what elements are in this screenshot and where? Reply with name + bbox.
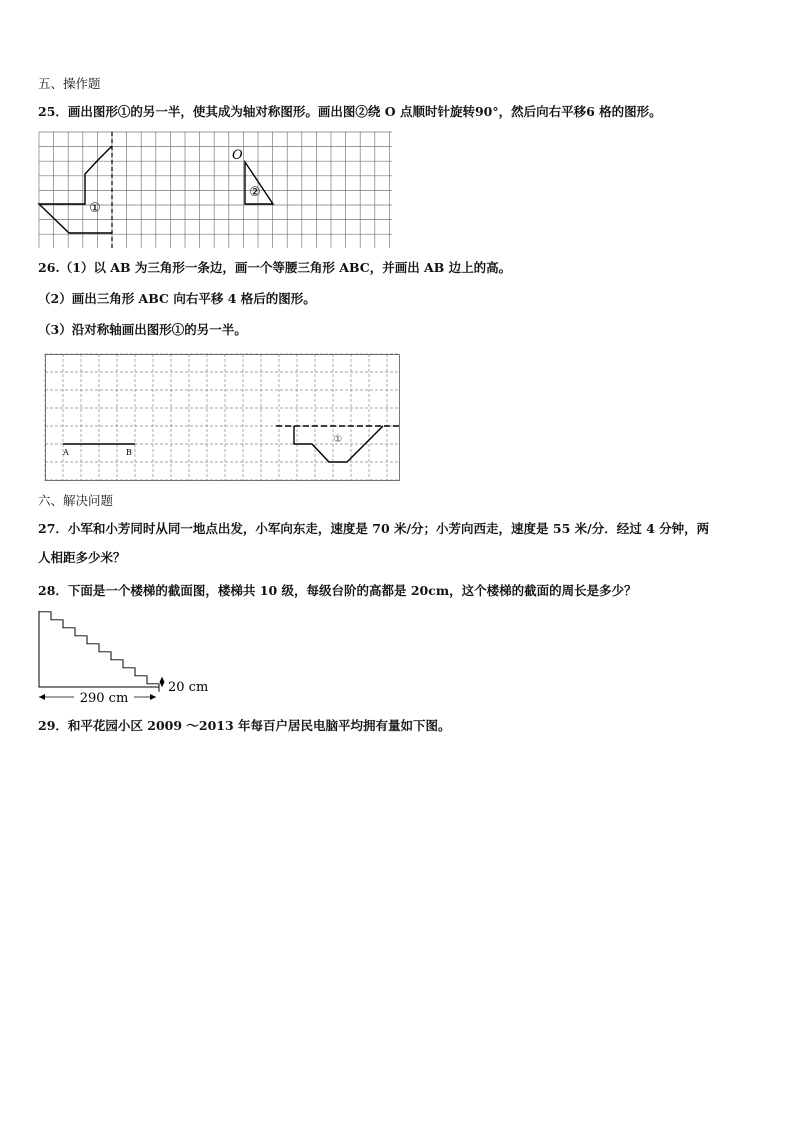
point-o-label: O	[232, 148, 243, 163]
dimension-arrow-up	[160, 677, 165, 682]
point-a-label: A	[63, 448, 69, 457]
question-29-text: 29．和平花园小区 2009 ～2013 年每百户居民电脑平均拥有量如下图。	[38, 718, 451, 733]
section-title-problems: 六、解决问题	[38, 493, 114, 508]
grid-figure-26	[45, 354, 400, 481]
question-25-text: 25．画出图形①的另一半，使其成为轴对称图形。画出图②绕 O 点顺时针旋转90°，然后向右平移6 格的图形。	[38, 104, 662, 119]
question-26-line-1: 26.（1）以 AB 为三角形一条边，画一个等腰三角形 ABC，并画出 AB 边上的高。	[38, 260, 512, 275]
step-height-label: 20 cm	[168, 680, 209, 695]
grid-lines	[39, 132, 392, 248]
dimension-arrow-down	[160, 682, 165, 687]
grid-figure-25	[39, 132, 392, 248]
dimension-arrow-right	[150, 694, 156, 700]
dimension-arrow-left	[39, 694, 45, 700]
question-26-line-3: （3）沿对称轴画出图形①的另一半。	[38, 322, 247, 337]
figure-1-label: ①	[333, 434, 343, 445]
figure-1-label: ①	[89, 201, 101, 216]
question-28-text: 28．下面是一个楼梯的截面图，楼梯共 10 级，每级台阶的高都是 20cm，这个楼梯的截面的周长是多少？	[38, 583, 637, 598]
point-b-label: B	[126, 448, 132, 457]
question-26-line-2: （2）画出三角形 ABC 向右平移 4 格后的图形。	[38, 291, 316, 306]
stair-steps	[39, 612, 159, 692]
question-27-line-1: 27．小军和小芳同时从同一地点出发，小军向东走，速度是 70 米/分；小芳向西走，速度是 55 米/分．经过 4 分钟，两	[38, 521, 710, 536]
question-27-line-2: 人相距多少米？	[38, 550, 126, 565]
figure-2-label: ②	[249, 185, 261, 200]
staircase-figure	[36, 607, 236, 707]
section-title-operation: 五、操作题	[38, 76, 101, 91]
width-label: 290 cm	[79, 691, 129, 706]
